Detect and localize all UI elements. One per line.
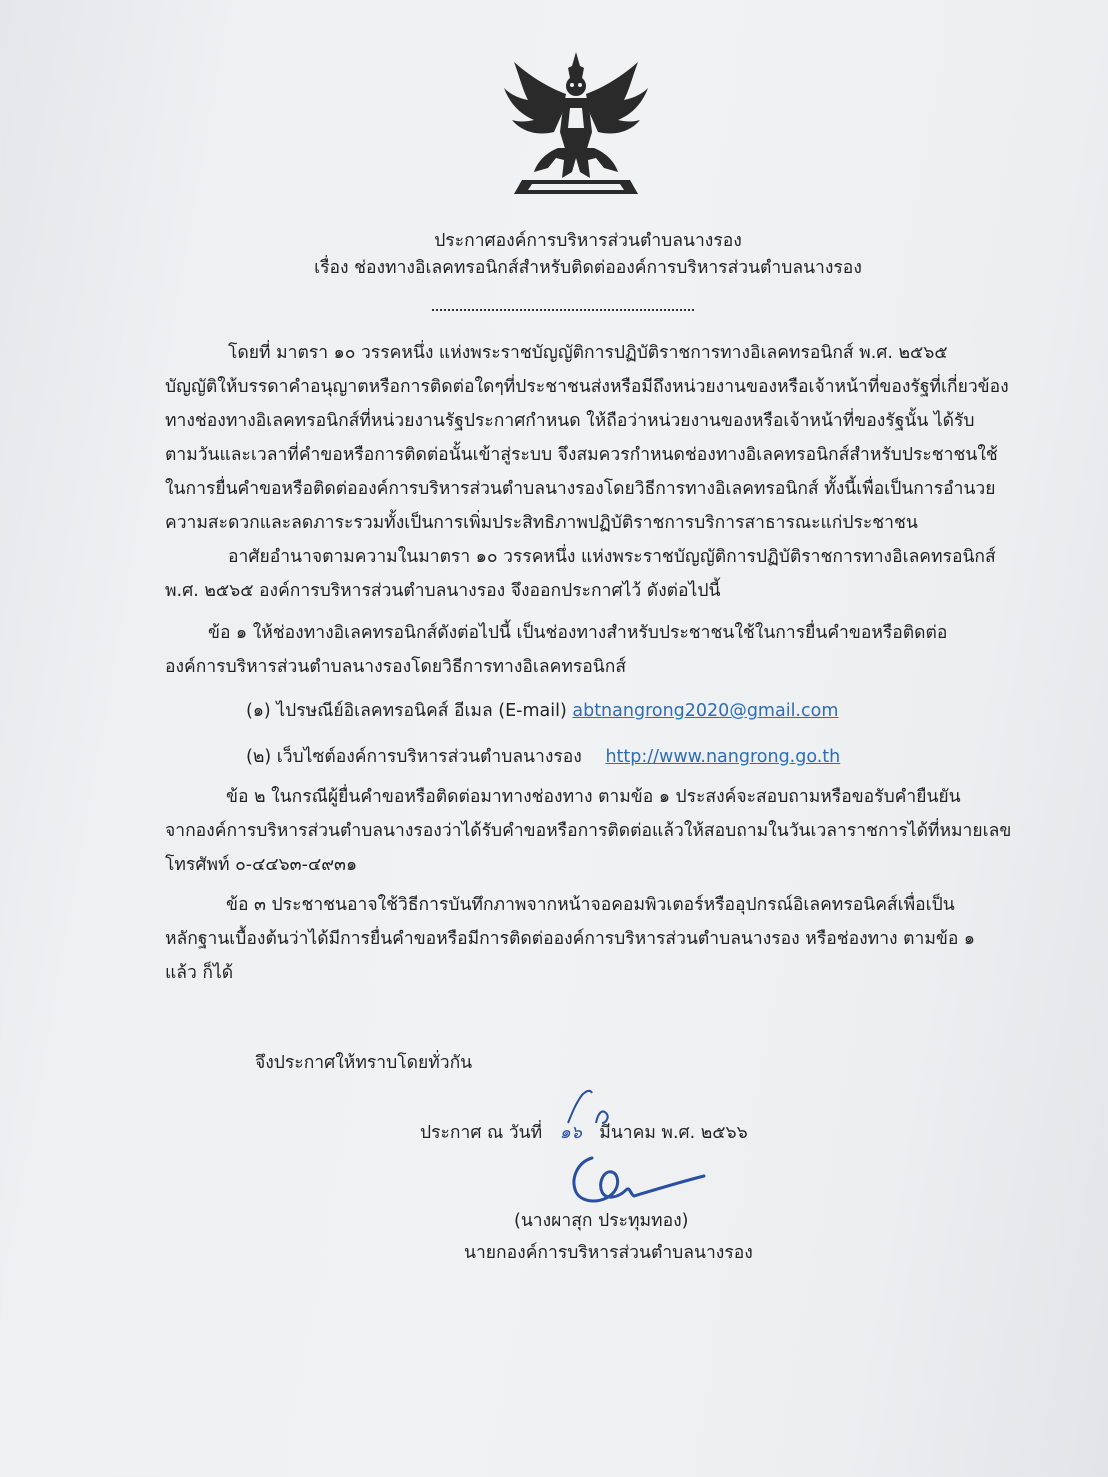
paragraph-line: บัญญัติให้บรรดาคำอนุญาตหรือการติดต่อใดๆที่ประชาชนส่งหรือมีถึงหน่วยงานของหรือเจ้าหน้าที่ของรัฐที่เกี่ยวข้อง	[165, 377, 1009, 397]
channel-email-label: (๑) ไปรษณีย์อิเลคทรอนิคส์ อีเมล (E-mail)	[246, 701, 567, 721]
clause-line: องค์การบริหารส่วนตำบลนางรองโดยวิธีการทางอิเลคทรอนิกส์	[165, 657, 626, 677]
paragraph-line: ในการยื่นคำขอหรือติดต่อองค์การบริหารส่วนตำบลนางรองโดยวิธีการทางอิเลคทรอนิกส์ ทั้งนี้เพื่อเป็นการอำนวย	[165, 479, 996, 499]
signer-name: (นางผาสุก ประทุมทอง)	[514, 1211, 689, 1231]
date-suffix: มีนาคม พ.ศ. ๒๕๖๖	[599, 1123, 748, 1143]
paragraph-line: ตามวันและเวลาที่คำขอหรือการติดต่อนั้นเข้าสู่ระบบ จึงสมควรกำหนดช่องทางอิเลคทรอนิกส์สำหรับประชาชนใช้	[165, 445, 998, 465]
paragraph-line: อาศัยอำนาจตามความในมาตรา ๑๐ วรรคหนึ่ง แห่งพระราชบัญญัติการปฏิบัติราชการทางอิเลคทรอนิกส์	[228, 547, 996, 567]
garuda-emblem-icon	[492, 48, 660, 196]
website-link[interactable]: http://www.nangrong.go.th	[605, 747, 841, 767]
clause-line: ข้อ ๑ ให้ช่องทางอิเลคทรอนิกส์ดังต่อไปนี้ เป็นช่องทางสำหรับประชาชนใช้ในการยื่นคำขอหรือติดต่อ	[208, 623, 948, 643]
clause-line: หลักฐานเบื้องต้นว่าได้มีการยื่นคำขอหรือมีการติดต่อองค์การบริหารส่วนตำบลนางรอง หรือช่องทาง ตามข้อ ๑	[165, 929, 975, 949]
document-title: ประกาศองค์การบริหารส่วนตำบลนางรอง	[434, 231, 742, 251]
handwritten-day-icon	[562, 1083, 616, 1129]
clause-line: จากองค์การบริหารส่วนตำบลนางรองว่าได้รับคำขอหรือการติดต่อแล้วให้สอบถามในวันเวลาราชการได้ที่หมายเลข	[165, 821, 1012, 841]
clause-line: ข้อ ๓ ประชาชนอาจใช้วิธีการบันทึกภาพจากหน้าจอคอมพิวเตอร์หรืออุปกรณ์อิเลคทรอนิคส์เพื่อเป็น	[226, 895, 955, 915]
clause-line: โทรศัพท์ ๐-๔๔๖๓-๔๙๓๑	[165, 855, 358, 875]
signature-icon	[568, 1152, 710, 1210]
signer-title: นายกองค์การบริหารส่วนตำบลนางรอง	[464, 1243, 753, 1263]
date-day: ๑๖	[559, 1123, 582, 1143]
paragraph-line: พ.ศ. ๒๕๖๕ องค์การบริหารส่วนตำบลนางรอง จึงออกประกาศไว้ ดังต่อไปนี้	[165, 581, 721, 601]
paragraph-line: โดยที่ มาตรา ๑๐ วรรคหนึ่ง แห่งพระราชบัญญัติการปฏิบัติราชการทางอิเลคทรอนิกส์ พ.ศ. ๒๕๖๕	[228, 343, 948, 363]
channel-email	[246, 700, 838, 722]
email-link[interactable]: abtnangrong2020@gmail.com	[572, 701, 839, 721]
dotted-separator	[432, 303, 694, 311]
paragraph-line: ทางช่องทางอิเลคทรอนิกส์ที่หน่วยงานรัฐประกาศกำหนด ให้ถือว่าหน่วยงานของหรือเจ้าหน้าที่ของรัฐนั้น ได้รับ	[165, 411, 975, 431]
clause-line: ข้อ ๒ ในกรณีผู้ยื่นคำขอหรือติดต่อมาทางช่องทาง ตามข้อ ๑ ประสงค์จะสอบถามหรือขอรับคำยืนยัน	[226, 787, 961, 807]
document-subject: เรื่อง ช่องทางอิเลคทรอนิกส์สำหรับติดต่อองค์การบริหารส่วนตำบลนางรอง	[314, 258, 862, 278]
closing-announcement: จึงประกาศให้ทราบโดยทั่วกัน	[255, 1053, 473, 1073]
paragraph-line: ความสะดวกและลดภาระรวมทั้งเป็นการเพิ่มประสิทธิภาพปฏิบัติราชการบริการสาธารณะแก่ประชาชน	[165, 513, 918, 533]
channel-website	[246, 746, 840, 768]
channel-website-label: (๒) เว็บไซต์องค์การบริหารส่วนตำบลนางรอง	[246, 747, 582, 767]
clause-line: แล้ว ก็ได้	[165, 963, 234, 983]
date-prefix: ประกาศ ณ วันที่	[420, 1123, 543, 1143]
